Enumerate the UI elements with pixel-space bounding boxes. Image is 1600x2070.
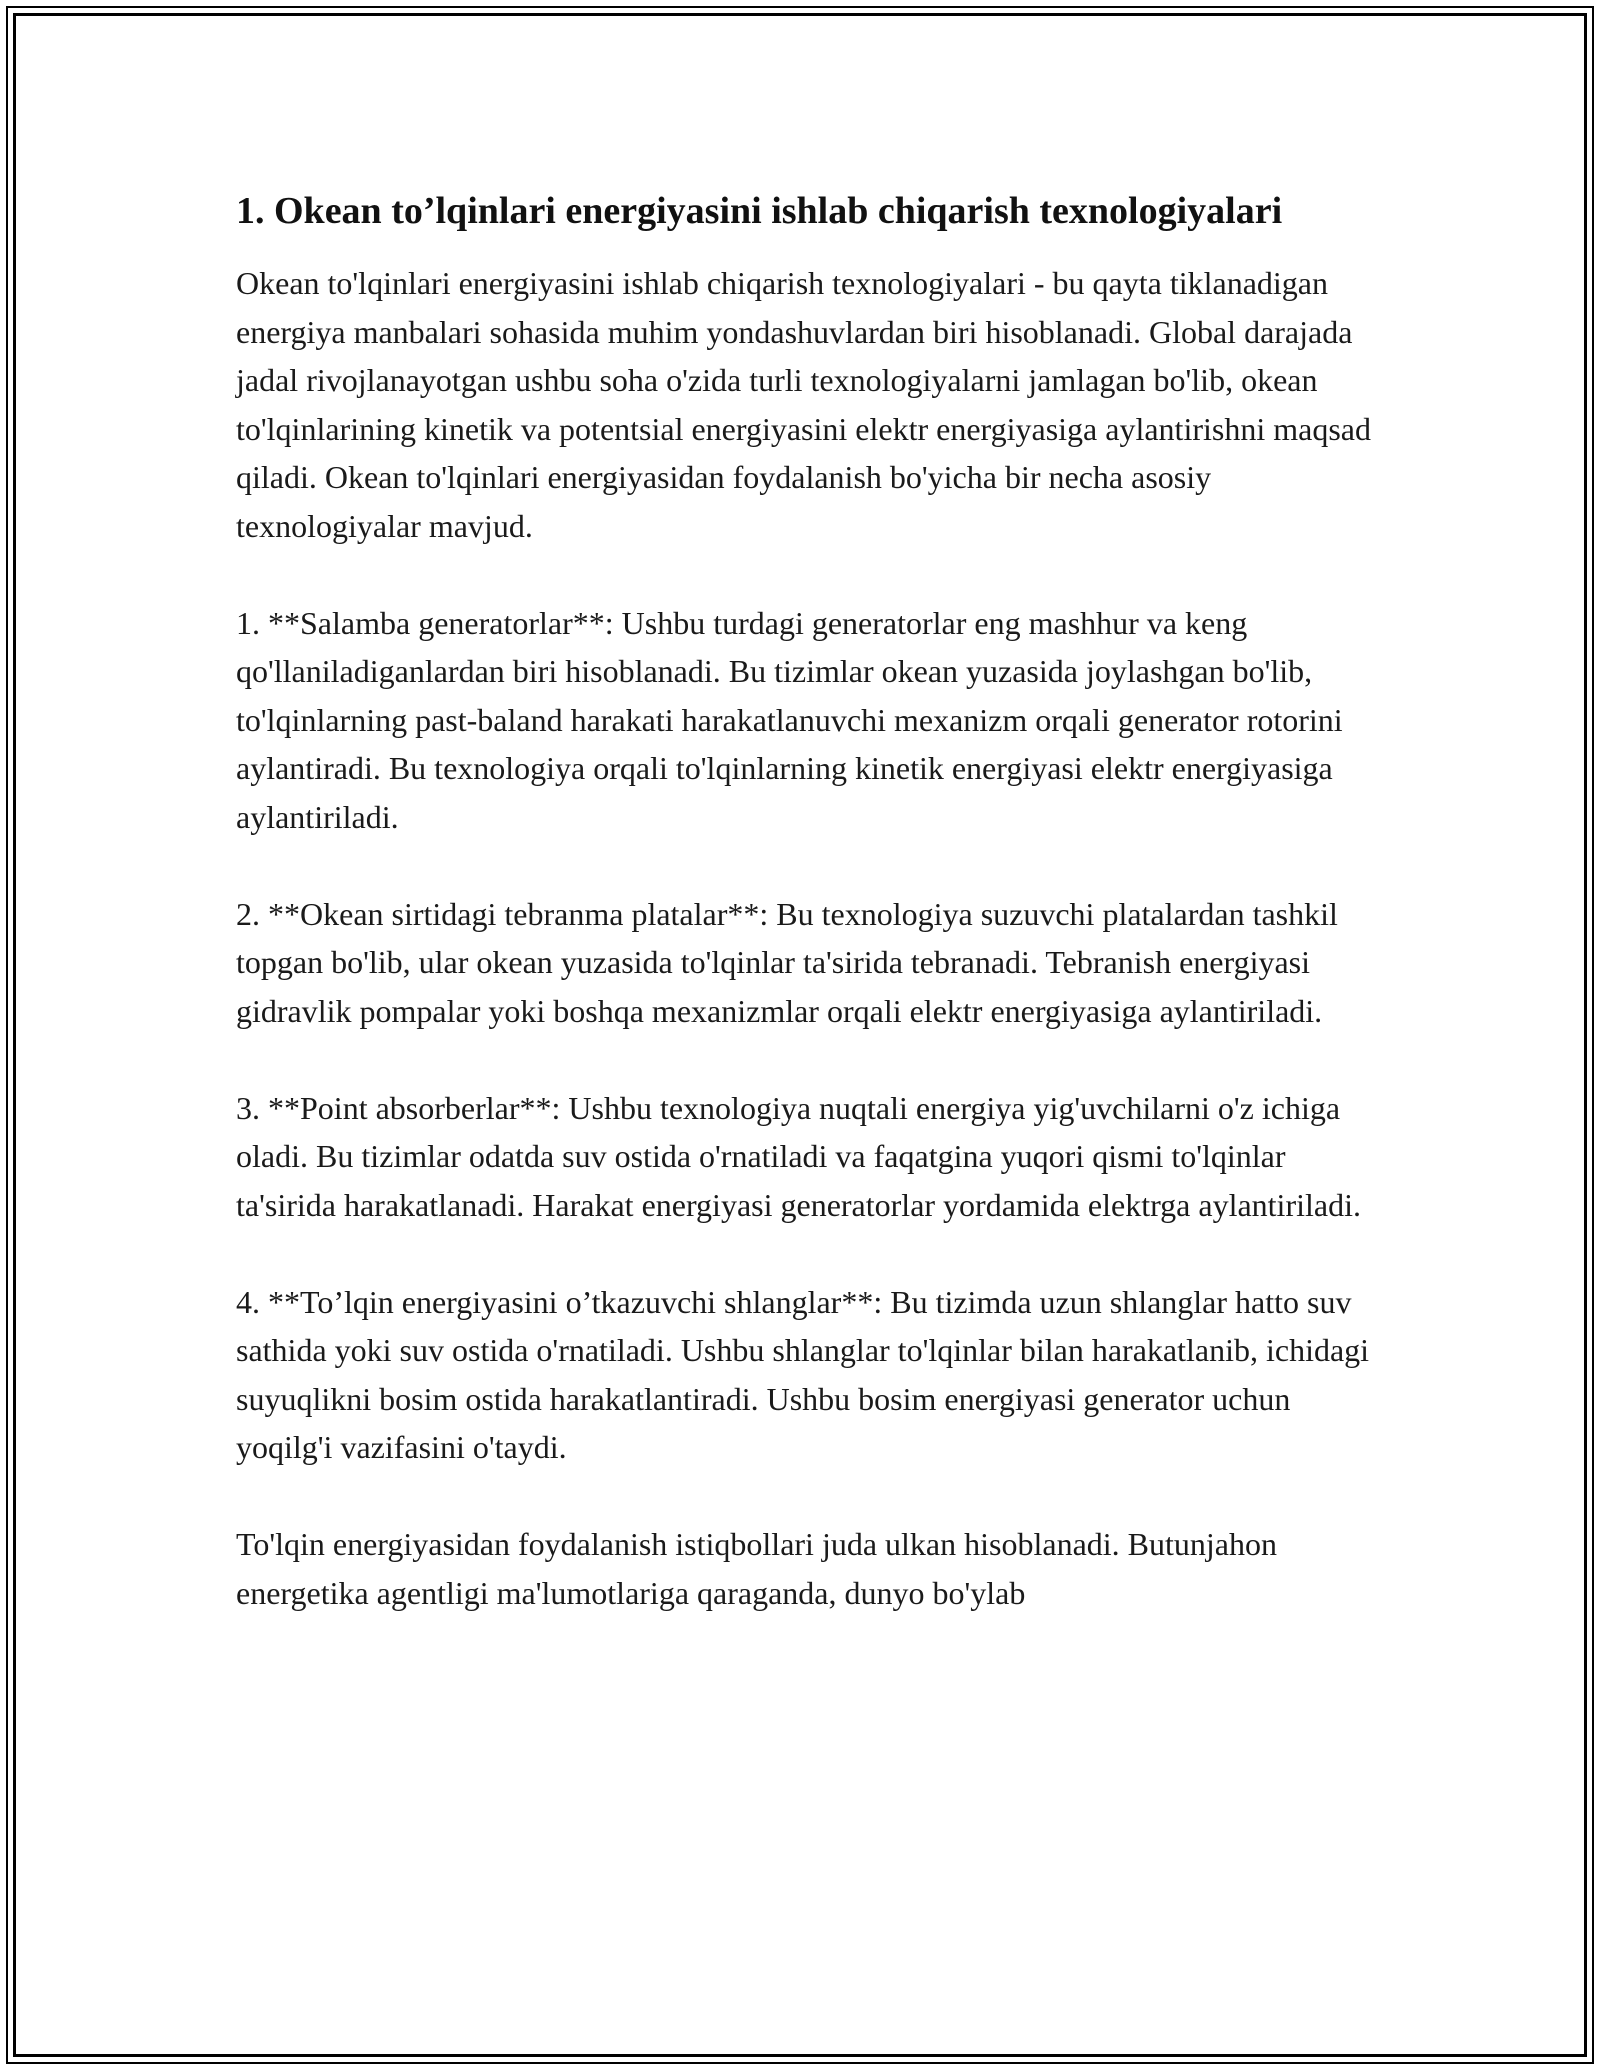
paragraph-prospects: To'lqin energiyasidan foydalanish istiqbollari juda ulkan hisoblanadi. Butunjahon energetika agentligi ma'lumotlariga qaraganda, dunyo bo'ylab <box>236 1526 1277 1611</box>
paragraph-wave-hoses: 4. **To’lqin energiyasini o’tkazuvchi shlanglar**: Bu tizimda uzun shlanglar hatto suv sathida yoki suv ostida o'rnatiladi. Ushbu shlanglar to'lqinlar bilan harakatlanib, ichidagi suyuqlikni bosim ostida harakatlantiradi. Ushbu bosim energiyasi generator uchun yoqilg'i vazifasini o'taydi. <box>236 1283 1370 1465</box>
document-title: 1. Okean to’lqinlari energiyasini ishlab chiqarish texnologiyalari <box>236 190 1283 232</box>
document-body <box>236 184 1386 1666</box>
paragraph-point-absorbers: 3. **Point absorberlar**: Ushbu texnologiya nuqtali energiya yig'uvchilarni o'z ichiga oladi. Bu tizimlar odatda suv ostida o'rnatiladi va faqatgina yuqori qismi to'lqinlar ta'sirida harakatlanadi. Harakat energiyasi generatorlar yordamida elektrga aylantiriladi. <box>236 1089 1361 1223</box>
paragraph-salamba-generators: 1. **Salamba generatorlar**: Ushbu turdagi generatorlar eng mashhur va keng qo'llaniladiganlardan biri hisoblanadi. Bu tizimlar okean yuzasida joylashgan bo'lib, to'lqinlarning past-baland harakati harakatlanuvchi mexanizm orqali generator rotorini aylantiradi. Bu texnologiya orqali to'lqinlarning kinetik energiyasi elektr energiyasiga aylantiriladi. <box>236 604 1343 835</box>
paragraph-oscillating-plates: 2. **Okean sirtidagi tebranma platalar**: Bu texnologiya suzuvchi platalardan tashkil topgan bo'lib, ular okean yuzasida to'lqinlar ta'sirida tebranadi. Tebranish energiyasi gidravlik pompalar yoki boshqa mexanizmlar orqali elektr energiyasiga aylantiriladi. <box>236 895 1338 1029</box>
intro-paragraph: Okean to'lqinlari energiyasini ishlab chiqarish texnologiyalari - bu qayta tiklanadigan energiya manbalari sohasida muhim yondashuvlardan biri hisoblanadi. Global darajada jadal rivojlanayotgan ushbu soha o'zida turli texnologiyalarni jamlagan bo'lib, okean to'lqinlarining kinetik va potentsial energiyasini elektr energiyasiga aylantirishni maqsad qiladi. Okean to'lqinlari energiyasidan foydalanish bo'yicha bir necha asosiy texnologiyalar mavjud. <box>236 265 1371 544</box>
